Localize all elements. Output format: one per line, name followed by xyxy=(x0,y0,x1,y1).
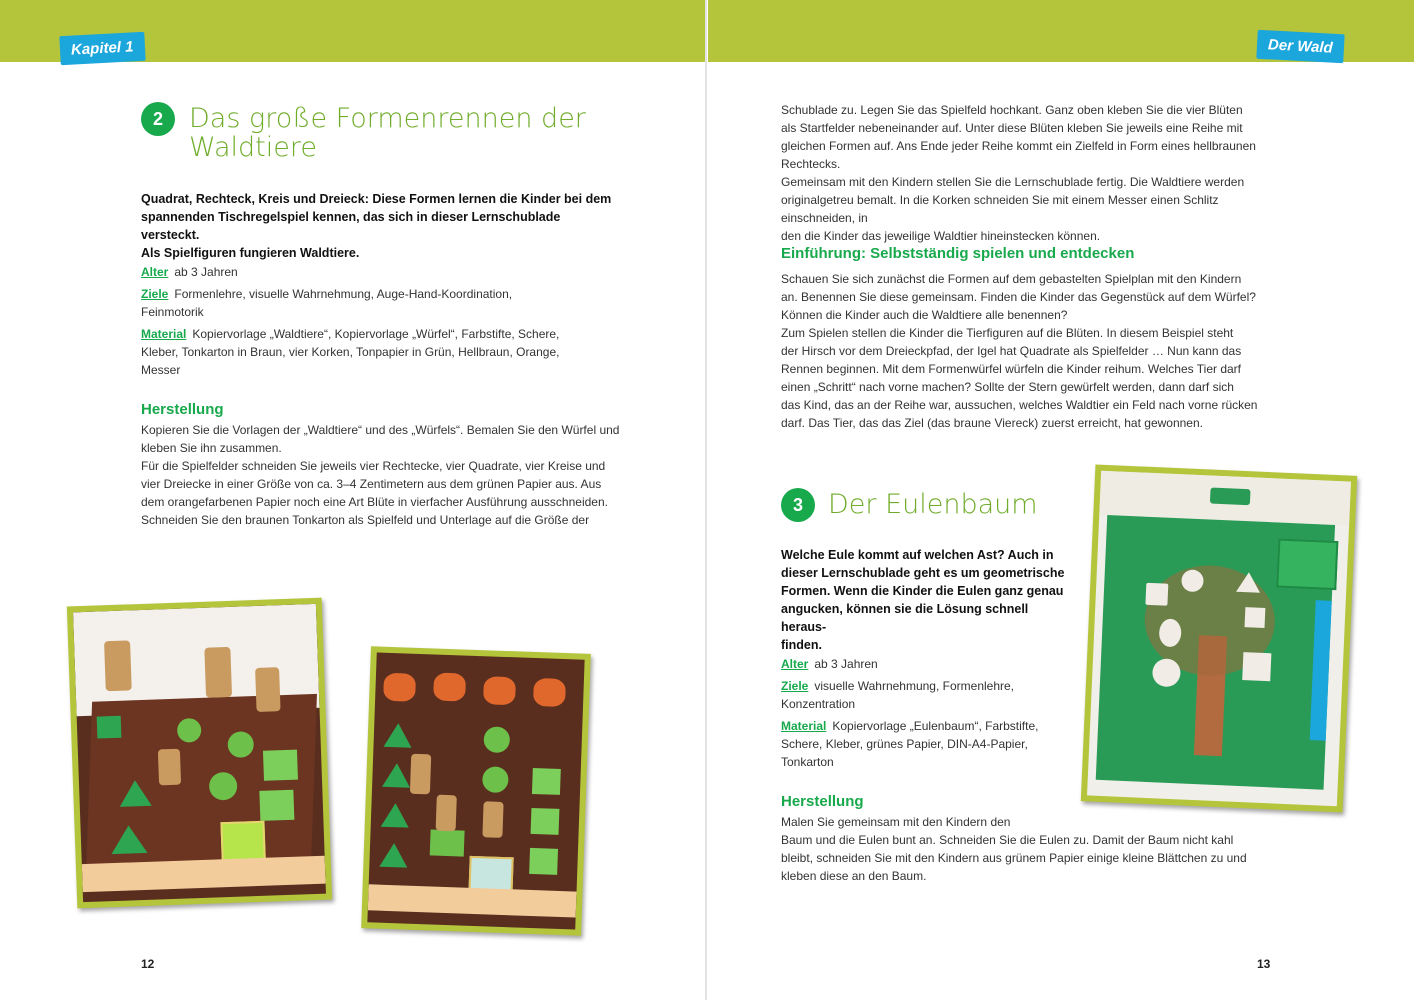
material-row: Material Kopiervorlage „Waldtiere“, Kopiervorlage „Würfel“, Farbstifte, Schere, xyxy=(141,327,560,341)
ziele-row: Ziele Formenlehre, visuelle Wahrnehmung, Auge-Hand-Koordination, xyxy=(141,287,513,301)
page-number-left: 12 xyxy=(141,957,155,971)
herstellung-heading-3: Herstellung xyxy=(781,793,864,810)
eulenbaum-info-block: Alter ab 3 Jahren Ziele visuelle Wahrnehmung, Formenlehre, Konzentration Material Kopiervorlage „Eulenbaum“, Farbstifte, Schere, Kleber, grünes Papier, DIN-A4-Papier, Tonkarton xyxy=(781,655,1071,771)
material-row-3: Material Kopiervorlage „Eulenbaum“, Farbstifte, xyxy=(781,719,1039,733)
alter-row: Alter ab 3 Jahren xyxy=(141,265,238,279)
game-board-photo-2 xyxy=(361,646,591,936)
section-number-badge-3: 3 xyxy=(781,488,815,522)
herstellung-text: Kopieren Sie die Vorlagen der „Waldtiere“ und des „Würfels“. Bemalen Sie den Würfel und kleben Sie ihn zusammen. Für die Spielfelder schneiden Sie jeweils vier Rechtecke, vier Quadrate, vier Kreise und vier Dreiecke in einer Größe von ca. 3–4 Zentimetern aus dem grünen Papier aus. Aus dem orangefarbenen Papier noch eine Art Blüte in vierfacher Ausführung ausschneiden. Schneiden Sie den braunen Tonkarton als Spielfeld und Unterlage auf die Größe der xyxy=(141,423,620,527)
einfuehrung-text: Schauen Sie sich zunächst die Formen auf dem gebastelten Spielplan mit den Kindern an. Benennen Sie diese gemeinsam. Finden die Kinder das Gegenstück auf dem Würfel? Können die Kinder auch die Waldtiere alle benennen? Zum Spielen stellen die Kinder die Tierfiguren auf die Blüten. In diesem Beispiel steht der Hirsch vor dem Dreieckpfad, der Igel hat Quadrate als Spielfelder … Nun kann das Rennen beginnen. Mit dem Formenwürfel würfeln die Kinder reihum. Welches Tier darf einen „Schritt“ nach vorne machen? Sollte der Stern gewürfelt werden, dann darf sich das Kind, das an der Reihe war, aussuchen, welches Waldtier ein Feld nach vorne rücken darf. Das Tier, das das Ziel (das braune Viereck) zuerst erreicht, hat gewonnen. xyxy=(781,272,1258,430)
page-gutter xyxy=(705,0,707,1000)
material-label: Material xyxy=(141,327,187,341)
continuation-text: Schublade zu. Legen Sie das Spielfeld hochkant. Ganz oben kleben Sie die vier Blüten als Startfelder nebeneinander auf. Unter diese Blüten kleben Sie jeweils eine Reihe mit gleichen Formen auf. Ans Ende jeder Reihe kommt ein Zielfeld in Form eines hellbraunen Rechtecks. Gemeinsam mit den Kindern stellen Sie die Lernschublade fertig. Die Waldtiere werden originalgetreu bemalt. In die Korken schneiden Sie mit einem Messer einen Schlitz einschneiden, in den die Kinder das jeweilige Waldtier hineinstecken können. xyxy=(781,103,1256,243)
page-number-right: 13 xyxy=(1257,957,1271,971)
eulenbaum-intro: Welche Eule kommt auf welchen Ast? Auch in dieser Lernschublade geht es um geometrische Formen. Wenn die Kinder die Eulen ganz genau angucken, können sie die Lösung schnell heraus- finden. xyxy=(781,548,1065,652)
material-label-3: Material xyxy=(781,719,827,733)
einfuehrung-heading: Einführung: Selbstständig spielen und entdecken xyxy=(781,245,1135,262)
game-board-photo-1 xyxy=(67,598,332,909)
alter-label-3: Alter xyxy=(781,657,809,671)
alter-row-3: Alter ab 3 Jahren xyxy=(781,657,878,671)
section-number-badge: 2 xyxy=(141,102,175,136)
herstellung-text-3: Malen Sie gemeinsam mit den Kindern den Baum und die Eulen bunt an. Schneiden Sie die Eulen zu. Damit der Baum nicht kahl bleibt, schneiden Sie mit den Kindern aus grünem Papier einige kleine Blättchen zu und kleben diese an den Baum. xyxy=(781,815,1247,883)
ziele-label: Ziele xyxy=(141,287,169,301)
section-title-eulenbaum: Der Eulenbaum xyxy=(828,489,1038,520)
ziele-label-3: Ziele xyxy=(781,679,809,693)
section-intro: Quadrat, Rechteck, Kreis und Dreieck: Diese Formen lernen die Kinder bei dem spannenden Tischregelspiel kennen, das sich in dieser Lernschublade versteckt. Als Spielfiguren fungieren Waldtiere. xyxy=(141,192,612,260)
info-block: Alter ab 3 Jahren Ziele Formenlehre, visuelle Wahrnehmung, Auge-Hand-Koordination, Feinmotorik Material Kopiervorlage „Waldtiere“, Kopiervorlage „Würfel“, Farbstifte, Schere, Kleber, Tonkarton in Braun, vier Korken, Tonpapier in Grün, Hellbraun, Orange, Messer xyxy=(141,263,661,379)
section-tab: Der Wald xyxy=(1256,30,1344,64)
herstellung-heading: Herstellung xyxy=(141,401,224,418)
ziele-row-3: Ziele visuelle Wahrnehmung, Formenlehre, xyxy=(781,679,1015,693)
section-title: Das große Formenrennen der Waldtiere xyxy=(189,103,586,163)
eulenbaum-photo xyxy=(1081,464,1357,812)
chapter-tab: Kapitel 1 xyxy=(59,32,145,65)
alter-label: Alter xyxy=(141,265,169,279)
